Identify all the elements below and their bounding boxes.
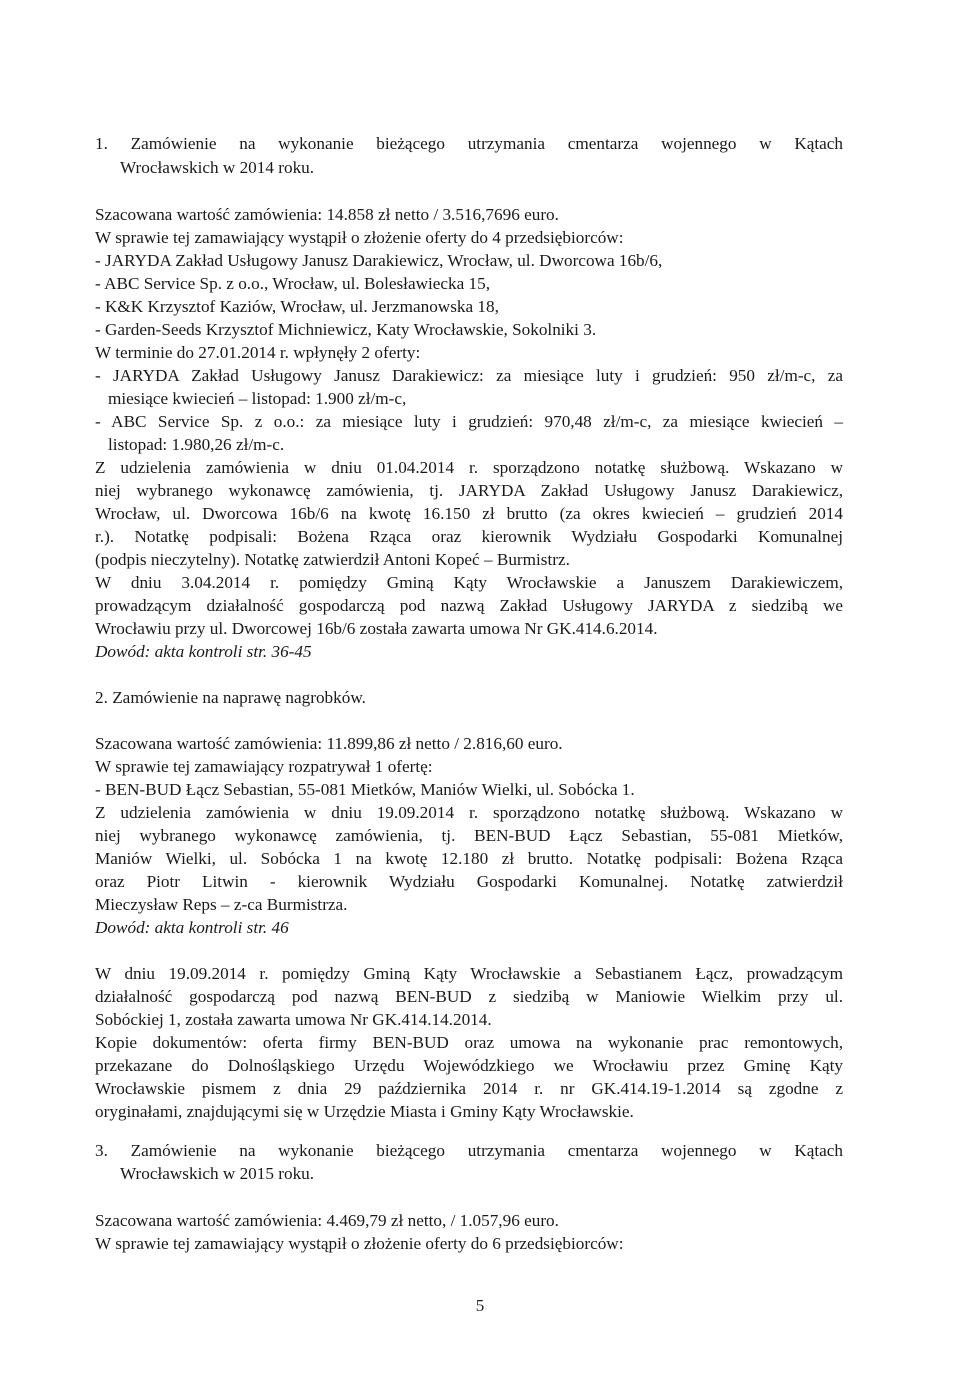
section-1-heading-cont: Wrocławskich w 2014 roku.	[120, 158, 315, 177]
section-2-bidder: - BEN-BUD Łącz Sebastian, 55-081 Mietków, Maniów Wielki, ul. Sobócka 1.	[95, 780, 635, 799]
section-2-line: Mieczysław Reps – z-ca Burmistrza.	[95, 895, 348, 914]
section-2-evidence: Dowód: akta kontroli str. 46	[95, 918, 289, 937]
section-2-line: W sprawie tej zamawiający rozpatrywał 1 ofertę:	[95, 757, 433, 776]
section-1-line: prowadzącym działalność gospodarczą pod nazwą Zakład Usługowy JARYDA z siedzibą we	[95, 596, 843, 615]
section-1-line: Z udzielenia zamówienia w dniu 01.04.2014 r. sporządzono notatkę służbową. Wskazano w	[95, 458, 843, 477]
section-2-contract-line: Sobóckiej 1, została zawarta umowa Nr GK.414.14.2014.	[95, 1010, 492, 1029]
section-2-copies-line: Kopie dokumentów: oferta firmy BEN-BUD oraz umowa na wykonanie prac remontowych,	[95, 1033, 843, 1052]
section-1-line: W sprawie tej zamawiający wystąpił o złożenie oferty do 4 przedsiębiorców:	[95, 228, 624, 247]
section-2-contract-line: działalność gospodarczą pod nazwą BEN-BUD z siedzibą w Maniowie Wielkim przy ul.	[95, 987, 843, 1006]
section-3-line: W sprawie tej zamawiający wystąpił o złożenie oferty do 6 przedsiębiorców:	[95, 1234, 624, 1253]
section-3-heading: 3. Zamówienie na wykonanie bieżącego utrzymania cmentarza wojennego w Kątach	[95, 1141, 843, 1160]
section-1-line: W dniu 3.04.2014 r. pomiędzy Gminą Kąty Wrocławskie a Januszem Darakiewiczem,	[95, 573, 843, 592]
page-number: 5	[475, 1296, 485, 1315]
section-3-estimated-value: Szacowana wartość zamówienia: 4.469,79 zł netto, / 1.057,96 euro.	[95, 1211, 559, 1230]
section-1-bidder: - JARYDA Zakład Usługowy Janusz Darakiewicz, Wrocław, ul. Dworcowa 16b/6,	[95, 251, 663, 270]
section-1-offer: - ABC Service Sp. z o.o.: za miesiące luty i grudzień: 970,48 zł/m-c, za miesiące kwiecień –	[95, 412, 843, 431]
section-1-offer: - JARYDA Zakład Usługowy Janusz Darakiewicz: za miesiące luty i grudzień: 950 zł/m-c, za	[95, 366, 843, 385]
section-2-line: niej wybranego wykonawcę zamówienia, tj. BEN-BUD Łącz Sebastian, 55-081 Mietków,	[95, 826, 843, 845]
section-2-line: Z udzielenia zamówienia w dniu 19.09.2014 r. sporządzono notatkę służbową. Wskazano w	[95, 803, 843, 822]
section-1-bidder: - Garden-Seeds Krzysztof Michniewicz, Katy Wrocławskie, Sokolniki 3.	[95, 320, 597, 339]
section-2-contract-line: W dniu 19.09.2014 r. pomiędzy Gminą Kąty Wrocławskie a Sebastianem Łącz, prowadzącym	[95, 964, 843, 983]
section-1-line: niej wybranego wykonawcę zamówienia, tj. JARYDA Zakład Usługowy Janusz Darakiewicz,	[95, 481, 843, 500]
section-2-line: oraz Piotr Litwin - kierownik Wydziału Gospodarki Komunalnej. Notatkę zatwierdził	[95, 872, 843, 891]
section-1-line: Wrocławiu przy ul. Dworcowej 16b/6 została zawarta umowa Nr GK.414.6.2014.	[95, 619, 658, 638]
section-2-estimated-value: Szacowana wartość zamówienia: 11.899,86 zł netto / 2.816,60 euro.	[95, 734, 563, 753]
section-1-estimated-value: Szacowana wartość zamówienia: 14.858 zł netto / 3.516,7696 euro.	[95, 205, 559, 224]
section-2-heading: 2. Zamówienie na naprawę nagrobków.	[95, 688, 366, 707]
section-2-line: Maniów Wielki, ul. Sobócka 1 na kwotę 12.180 zł brutto. Notatkę podpisali: Bożena Rząca	[95, 849, 843, 868]
section-2-copies-line: Wrocławskie pismem z dnia 29 października 2014 r. nr GK.414.19-1.2014 są zgodne z	[95, 1079, 843, 1098]
section-1-bidder: - K&K Krzysztof Kaziów, Wrocław, ul. Jerzmanowska 18,	[95, 297, 499, 316]
section-1-heading: 1. Zamówienie na wykonanie bieżącego utrzymania cmentarza wojennego w Kątach	[95, 134, 843, 153]
section-2-copies-line: oryginałami, znajdującymi się w Urzędzie Miasta i Gminy Kąty Wrocławskie.	[95, 1102, 634, 1121]
section-1-offer-cont: miesiące kwiecień – listopad: 1.900 zł/m-c,	[108, 389, 407, 408]
section-1-line: W terminie do 27.01.2014 r. wpłynęły 2 oferty:	[95, 343, 421, 362]
section-1-line: (podpis nieczytelny). Notatkę zatwierdził Antoni Kopeć – Burmistrz.	[95, 550, 570, 569]
section-1-line: Wrocław, ul. Dworcowa 16b/6 na kwotę 16.150 zł brutto (za okres kwiecień – grudzień 2014	[95, 504, 843, 523]
section-1-offer-cont: listopad: 1.980,26 zł/m-c.	[108, 435, 285, 454]
section-3-heading-cont: Wrocławskich w 2015 roku.	[120, 1164, 315, 1183]
section-2-copies-line: przekazane do Dolnośląskiego Urzędu Wojewódzkiego we Wrocławiu przez Gminę Kąty	[95, 1056, 843, 1075]
section-1-line: r.). Notatkę podpisali: Bożena Rząca oraz kierownik Wydziału Gospodarki Komunalnej	[95, 527, 843, 546]
section-1-bidder: - ABC Service Sp. z o.o., Wrocław, ul. Bolesławiecka 15,	[95, 274, 491, 293]
section-1-evidence: Dowód: akta kontroli str. 36-45	[95, 642, 312, 661]
